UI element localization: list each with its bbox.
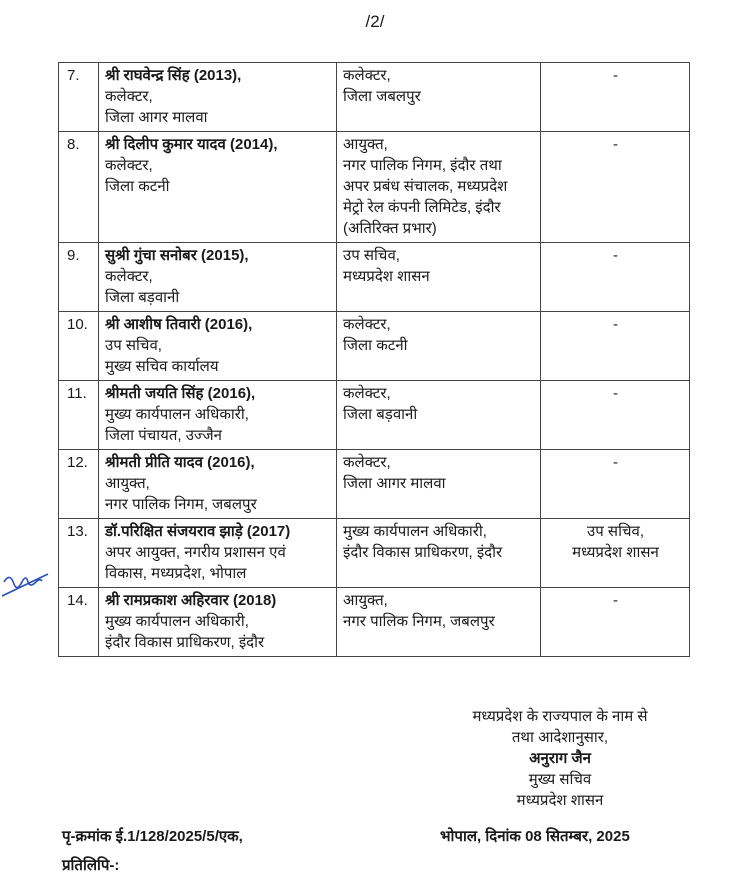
serial-number-cell	[59, 132, 99, 243]
additional-charge-line: -	[613, 385, 618, 402]
new-post-cell	[337, 381, 541, 450]
serial-number: 7.	[67, 67, 80, 84]
additional-charge-cell	[541, 243, 690, 312]
new-post-line: मेट्रो रेल कंपनी लिमिटेड, इंदौर	[343, 199, 501, 216]
date-line: भोपाल, दिनांक 08 सितम्बर, 2025	[440, 828, 630, 845]
additional-charge-line: -	[613, 454, 618, 471]
current-post-line: जिला कटनी	[105, 178, 170, 195]
new-post-line: जिला कटनी	[343, 337, 408, 354]
new-post-line: आयुक्त,	[343, 592, 388, 609]
current-post-line: कलेक्टर,	[105, 268, 153, 285]
serial-number: 8.	[67, 136, 80, 153]
new-post-line: कलेक्टर,	[343, 316, 391, 333]
serial-number: 12.	[67, 454, 88, 471]
additional-charge-cell	[541, 450, 690, 519]
additional-charge-line: -	[613, 136, 618, 153]
new-post-cell	[337, 312, 541, 381]
serial-number: 9.	[67, 247, 80, 264]
officer-name: श्रीमती जयति सिंह (2016),	[105, 385, 256, 402]
transfer-table	[58, 62, 690, 657]
new-post-cell	[337, 519, 541, 588]
officer-name: डॉ.परिक्षित संजयराव झाड़े (2017)	[105, 523, 291, 540]
current-post-line: कलेक्टर,	[105, 88, 153, 105]
officer-cell	[99, 132, 337, 243]
serial-number-cell	[59, 519, 99, 588]
new-post-cell	[337, 63, 541, 132]
reference-number: पृ-क्रमांक ई.1/128/2025/5/एक,	[62, 828, 243, 845]
officer-cell	[99, 243, 337, 312]
serial-number: 10.	[67, 316, 88, 333]
current-post-line: उप सचिव,	[105, 337, 162, 354]
officer-name: श्री राघवेन्द्र सिंह (2013),	[105, 67, 242, 84]
new-post-line: कलेक्टर,	[343, 385, 391, 402]
serial-number-cell	[59, 312, 99, 381]
officer-name: सुश्री गुंचा सनोबर (2015),	[105, 247, 249, 264]
additional-charge-cell	[541, 132, 690, 243]
current-post-line: मुख्य कार्यपालन अधिकारी,	[105, 406, 249, 423]
officer-name: श्री रामप्रकाश अहिरवार (2018)	[105, 592, 277, 609]
additional-charge-line: मध्यप्रदेश शासन	[572, 544, 659, 561]
officer-cell	[99, 312, 337, 381]
serial-number: 11.	[67, 385, 87, 402]
current-post-line: कलेक्टर,	[105, 157, 153, 174]
table-row	[59, 312, 690, 381]
new-post-cell	[337, 243, 541, 312]
page-number: /2/	[365, 12, 385, 31]
additional-charge-cell	[541, 519, 690, 588]
new-post-line: मुख्य कार्यपालन अधिकारी,	[343, 523, 487, 540]
new-post-line: कलेक्टर,	[343, 454, 391, 471]
new-post-cell	[337, 450, 541, 519]
officer-name: श्री आशीष तिवारी (2016),	[105, 316, 253, 333]
additional-charge-line: उप सचिव,	[587, 523, 644, 540]
signature-block	[420, 706, 700, 811]
additional-charge-line: -	[613, 67, 618, 84]
copy-to-label: प्रतिलिपि-:	[62, 857, 120, 874]
serial-number-cell	[59, 381, 99, 450]
new-post-line: उप सचिव,	[343, 247, 400, 264]
officer-cell	[99, 588, 337, 657]
new-post-line: आयुक्त,	[343, 136, 388, 153]
additional-charge-cell	[541, 381, 690, 450]
signatory-office: मध्यप्रदेश शासन	[516, 792, 604, 809]
serial-number-cell	[59, 63, 99, 132]
table-row	[59, 381, 690, 450]
table-row	[59, 63, 690, 132]
officer-cell	[99, 381, 337, 450]
additional-charge-cell	[541, 588, 690, 657]
officer-name: श्रीमती प्रीति यादव (2016),	[105, 454, 255, 471]
serial-number: 14.	[67, 592, 88, 609]
serial-number-cell	[59, 588, 99, 657]
handwritten-initials	[0, 560, 60, 610]
serial-number: 13.	[67, 523, 88, 540]
new-post-line: नगर पालिक निगम, जबलपुर	[343, 613, 495, 630]
current-post-line: इंदौर विकास प्राधिकरण, इंदौर	[105, 634, 265, 651]
officer-cell	[99, 450, 337, 519]
signatory-name: अनुराग जैन	[529, 750, 591, 767]
closing-line-2: तथा आदेशानुसार,	[511, 729, 609, 746]
new-post-line: नगर पालिक निगम, इंदौर तथा	[343, 157, 502, 174]
new-post-line: जिला बड़वानी	[343, 406, 418, 423]
current-post-line: अपर आयुक्त, नगरीय प्रशासन एवं	[105, 544, 286, 561]
serial-number-cell	[59, 243, 99, 312]
current-post-line: आयुक्त,	[105, 475, 150, 492]
officer-name: श्री दिलीप कुमार यादव (2014),	[105, 136, 278, 153]
new-post-line: जिला आगर मालवा	[343, 475, 446, 492]
additional-charge-cell	[541, 312, 690, 381]
new-post-line: इंदौर विकास प्राधिकरण, इंदौर	[343, 544, 503, 561]
table-row	[59, 519, 690, 588]
current-post-line: मुख्य सचिव कार्यालय	[105, 358, 219, 375]
current-post-line: विकास, मध्यप्रदेश, भोपाल	[105, 565, 247, 582]
officer-cell	[99, 63, 337, 132]
additional-charge-cell	[541, 63, 690, 132]
current-post-line: जिला बड़वानी	[105, 289, 180, 306]
new-post-line: मध्यप्रदेश शासन	[343, 268, 430, 285]
table-row	[59, 450, 690, 519]
new-post-cell	[337, 132, 541, 243]
current-post-line: मुख्य कार्यपालन अधिकारी,	[105, 613, 249, 630]
new-post-line: अपर प्रबंध संचालक, मध्यप्रदेश	[343, 178, 508, 195]
current-post-line: जिला पंचायत, उज्जैन	[105, 427, 223, 444]
new-post-line: कलेक्टर,	[343, 67, 391, 84]
additional-charge-line: -	[613, 592, 618, 609]
new-post-line: जिला जबलपुर	[343, 88, 421, 105]
signatory-designation: मुख्य सचिव	[528, 771, 592, 788]
serial-number-cell	[59, 450, 99, 519]
additional-charge-line: -	[613, 247, 618, 264]
new-post-line: (अतिरिक्त प्रभार)	[343, 220, 437, 237]
new-post-cell	[337, 588, 541, 657]
table-row	[59, 243, 690, 312]
closing-line-1: मध्यप्रदेश के राज्यपाल के नाम से	[472, 708, 648, 725]
current-post-line: जिला आगर मालवा	[105, 109, 208, 126]
table-row	[59, 132, 690, 243]
current-post-line: नगर पालिक निगम, जबलपुर	[105, 496, 257, 513]
table-row	[59, 588, 690, 657]
officer-cell	[99, 519, 337, 588]
additional-charge-line: -	[613, 316, 618, 333]
